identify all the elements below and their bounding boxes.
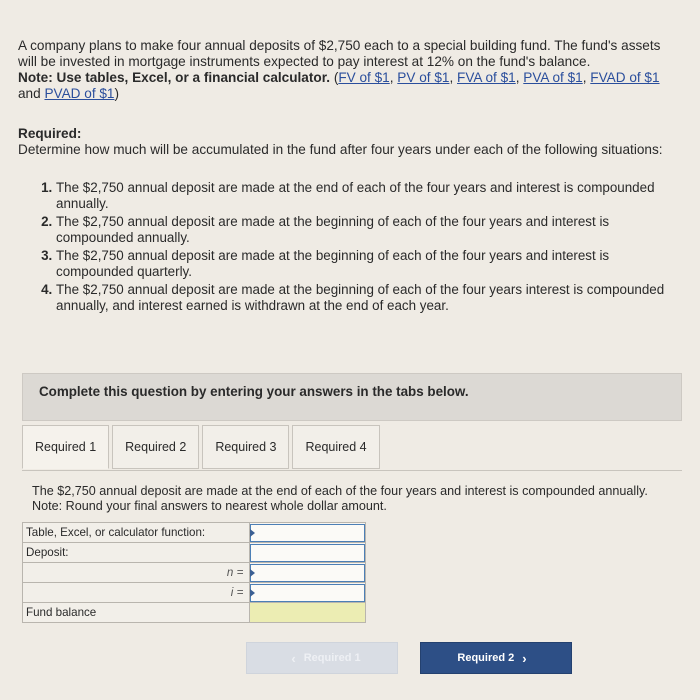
situation-item: 1. The $2,750 annual deposit are made at the end of each of the four years and interest is compounded annually. — [56, 180, 682, 211]
situation-item: 2. The $2,750 annual deposit are made at the beginning of each of the four years and interest is compounded annually. — [56, 214, 682, 245]
instruction-note: Note: Round your final answers to nearest whole dollar amount. — [32, 499, 387, 513]
grid-row-function — [23, 523, 366, 543]
fund-balance-cell — [250, 603, 366, 623]
note-bold: Note: Use tables, Excel, or a financial calculator. — [18, 70, 331, 85]
i-cell — [250, 583, 366, 603]
prev-button-label: Required 1 — [303, 652, 361, 664]
chevron-right-icon: › — [522, 650, 527, 666]
link-pv-of-1[interactable]: PV of $1 — [397, 70, 450, 85]
chevron-left-icon: ‹ — [291, 650, 296, 666]
tab-required-1[interactable]: Required 1 — [22, 425, 109, 469]
input-marker-icon — [250, 529, 255, 537]
instruction-text: The $2,750 annual deposit are made at the end of each of the four years and interest is compounded annually. — [32, 484, 648, 498]
grid-row-deposit — [23, 543, 366, 563]
tab-required-3[interactable]: Required 3 — [202, 425, 289, 469]
next-button-label: Required 2 — [457, 652, 515, 664]
input-marker-icon — [250, 589, 255, 597]
grid-row-i — [23, 583, 366, 603]
tab-required-2[interactable]: Required 2 — [112, 425, 199, 469]
prev-required-button[interactable] — [246, 642, 398, 674]
next-required-button[interactable] — [420, 642, 572, 674]
n-label: n = — [23, 563, 250, 583]
n-cell — [250, 563, 366, 583]
deposit-input[interactable] — [250, 544, 365, 562]
links-open-paren: ( — [333, 70, 339, 85]
complete-question-banner: Complete this question by entering your answers in the tabs below. — [22, 373, 682, 421]
function-cell — [250, 523, 366, 543]
deposit-cell — [250, 543, 366, 563]
grid-row-fund-balance — [23, 603, 366, 623]
link-fvad-of-1[interactable]: FVAD of $1 — [590, 70, 660, 85]
tab-required-4[interactable]: Required 4 — [292, 425, 379, 469]
situation-item: 3. The $2,750 annual deposit are made at the beginning of each of the four years and interest is compounded quarterly. — [56, 248, 682, 279]
deposit-label: Deposit: — [23, 543, 250, 563]
links-and: and — [18, 86, 41, 101]
required-tabs — [22, 425, 383, 471]
link-pvad-of-1[interactable]: PVAD of $1 — [44, 86, 115, 101]
input-marker-icon — [250, 569, 255, 577]
situations-list — [18, 180, 682, 313]
required-heading: Required: — [18, 126, 82, 141]
links-close-paren: ) — [114, 86, 120, 101]
problem-note: Note: Use tables, Excel, or a financial calculator. (FV of $1, PV of $1, FVA of $1, PVA of $1, FVAD of $1 and PVAD of $1) — [18, 70, 660, 101]
function-input[interactable] — [250, 524, 365, 542]
grid-row-n — [23, 563, 366, 583]
function-label: Table, Excel, or calculator function: — [23, 523, 250, 543]
link-pva-of-1[interactable]: PVA of $1 — [523, 70, 583, 85]
link-fv-of-1[interactable]: FV of $1 — [338, 70, 390, 85]
tab-panel-divider — [22, 470, 682, 471]
fund-balance-label: Fund balance — [23, 603, 250, 623]
link-fva-of-1[interactable]: FVA of $1 — [457, 70, 516, 85]
required-text: Determine how much will be accumulated in the fund after four years under each of the following situations: — [18, 142, 663, 157]
tab-instruction — [32, 484, 682, 514]
problem-intro: A company plans to make four annual deposits of $2,750 each to a special building fund. The fund's assets will be invested in mortgage instruments expected to pay interest at 12% on the fund's balance. — [18, 38, 661, 69]
answer-grid — [22, 522, 366, 623]
situation-item: 4. The $2,750 annual deposit are made at the beginning of each of the four years interest is compounded annually, and interest earned is withdrawn at the end of each year. — [56, 282, 682, 313]
n-input[interactable] — [250, 564, 365, 582]
i-input[interactable] — [250, 584, 365, 602]
problem-statement — [18, 38, 682, 316]
i-label: i = — [23, 583, 250, 603]
